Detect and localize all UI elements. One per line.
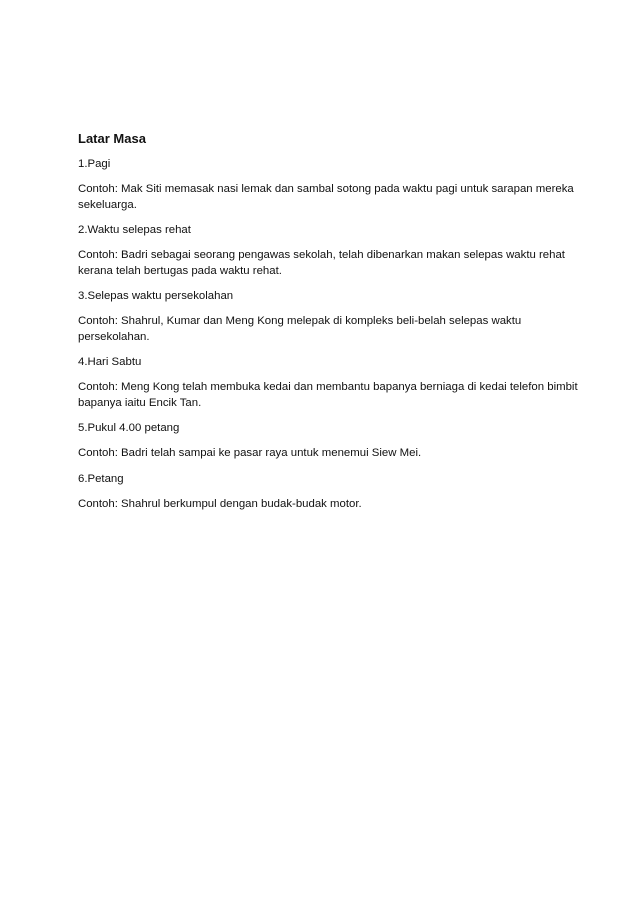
document-page bbox=[78, 131, 578, 522]
item-example: Contoh: Badri sebagai seorang pengawas sekolah, telah dibenarkan makan selepas waktu rehat kerana telah bertugas pada waktu rehat. bbox=[78, 249, 565, 277]
item-label: 6.Petang bbox=[78, 472, 124, 485]
item-label: 2.Waktu selepas rehat bbox=[78, 224, 191, 236]
item-example: Contoh: Shahrul berkumpul dengan budak-budak motor. bbox=[78, 497, 362, 510]
item-example: Contoh: Meng Kong telah membuka kedai dan membantu bapanya berniaga di kedai telefon bimbit bapanya iaitu Encik Tan. bbox=[78, 381, 578, 409]
item-label: 3.Selepas waktu persekolahan bbox=[78, 290, 234, 302]
list-item bbox=[78, 289, 578, 345]
item-label: 5.Pukul 4.00 petang bbox=[78, 422, 180, 434]
item-label: 1.Pagi bbox=[78, 158, 111, 170]
document-heading: Latar Masa bbox=[78, 131, 146, 146]
list-item bbox=[78, 223, 578, 279]
list-item bbox=[78, 355, 578, 411]
list-item bbox=[78, 157, 578, 213]
list-item bbox=[78, 472, 578, 513]
item-example: Contoh: Badri telah sampai ke pasar raya untuk menemui Siew Mei. bbox=[78, 447, 422, 459]
item-example: Contoh: Shahrul, Kumar dan Meng Kong melepak di kompleks beli-belah selepas waktu persekolahan. bbox=[78, 315, 522, 343]
item-example: Contoh: Mak Siti memasak nasi lemak dan sambal sotong pada waktu pagi untuk sarapan mereka sekeluarga. bbox=[78, 183, 574, 211]
item-label: 4.Hari Sabtu bbox=[78, 356, 142, 368]
list-item bbox=[78, 421, 578, 462]
